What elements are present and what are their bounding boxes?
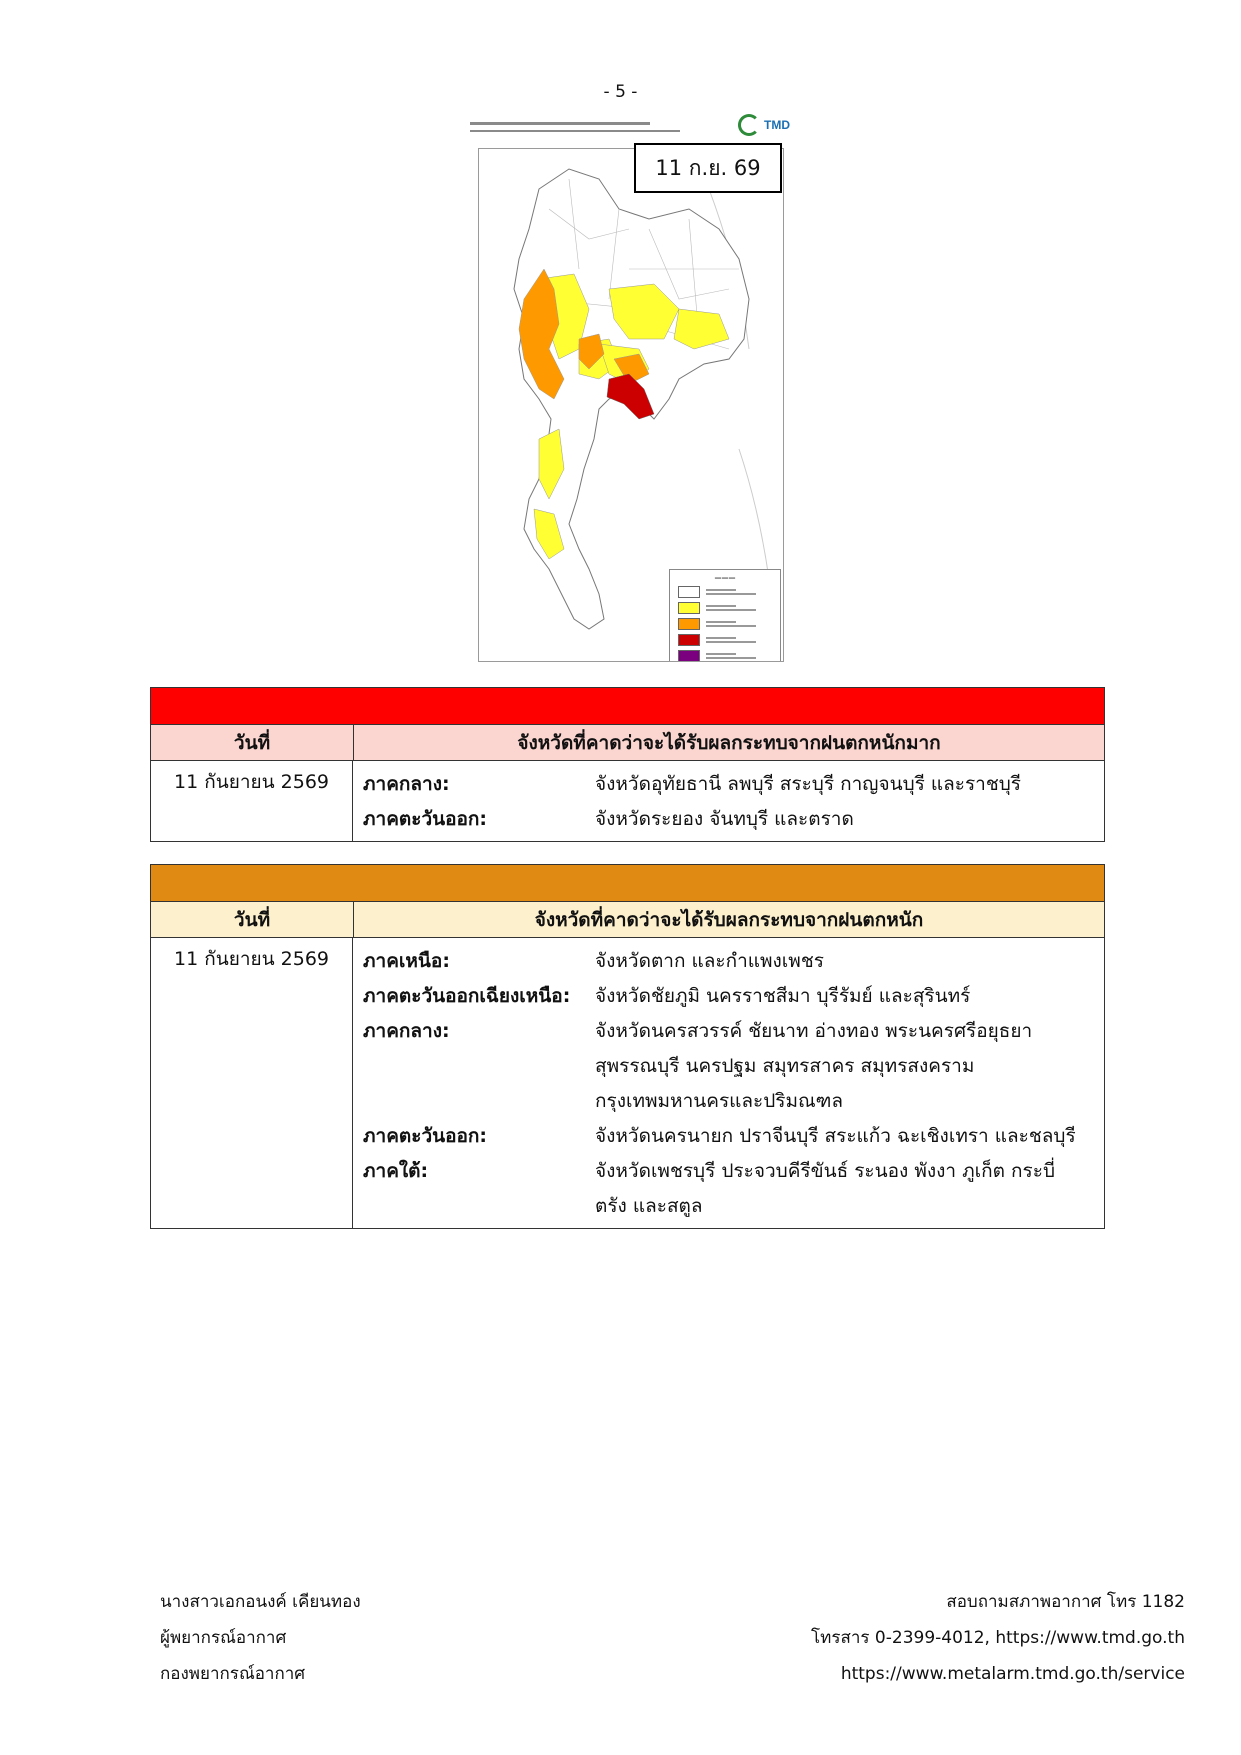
province-text: จังหวัดตาก และกำแพงเพชร (595, 950, 824, 972)
region-label: ภาคกลาง: (363, 773, 450, 795)
province-text: จังหวัดระยอง จันทบุรี และตราด (595, 808, 854, 830)
province-list (353, 761, 1104, 841)
legend-item-1 (678, 586, 780, 598)
map-legend (669, 569, 781, 662)
footer-author-block (160, 1584, 361, 1692)
contact-phone: สอบถามสภาพอากาศ โทร 1182 (946, 1592, 1185, 1612)
province-text: จังหวัดชัยภูมิ นครราชสีมา บุรีรัมย์ และสุรินทร์ (595, 985, 971, 1007)
tmd-logo: TMD (764, 118, 790, 132)
region-label (363, 1084, 595, 1119)
list-item (363, 944, 1104, 979)
map-date-label: 11 ก.ย. 69 (634, 143, 782, 193)
rainfall-forecast-map (470, 112, 790, 660)
region-label: ภาคกลาง: (363, 1020, 450, 1042)
list-item (363, 802, 1104, 837)
contact-service-link[interactable]: https://www.metalarm.tmd.go.th/service (840, 1664, 1185, 1684)
region-label: ภาคตะวันออกเฉียงเหนือ: (363, 985, 571, 1007)
legend-item-4 (678, 634, 780, 646)
severity-bar-red (151, 688, 1104, 725)
province-text: จังหวัดอุทัยธานี ลพบุรี สระบุรี กาญจนบุรี และราชบุรี (595, 773, 1022, 795)
list-item (363, 979, 1104, 1014)
province-text: จังหวัดเพชรบุรี ประจวบคีรีขันธ์ ระนอง พังงา ภูเก็ต กระบี่ (595, 1160, 1056, 1182)
thailand-map (478, 148, 784, 662)
list-item (363, 1084, 1104, 1119)
region-label: ภาคใต้: (363, 1160, 429, 1182)
province-column-header: จังหวัดที่คาดว่าจะได้รับผลกระทบจากฝนตกหนักมาก (517, 731, 941, 754)
footer-contact-block (811, 1584, 1185, 1692)
list-item (363, 1154, 1104, 1189)
province-text: สุพรรณบุรี นครปฐม สมุทรสาคร สมุทรสงคราม (595, 1055, 975, 1077)
date-column-header: วันที่ (151, 902, 354, 937)
province-text: จังหวัดนครสวรรค์ ชัยนาท อ่างทอง พระนครศรีอยุธยา (595, 1020, 1033, 1042)
date-column-header: วันที่ (151, 725, 354, 760)
province-column-header: จังหวัดที่คาดว่าจะได้รับผลกระทบจากฝนตกหนัก (534, 908, 924, 931)
author-name: นางสาวเอกอนงค์ เคียนทอง (160, 1592, 361, 1612)
map-header (470, 112, 790, 146)
forecast-date: 11 กันยายน 2569 (151, 938, 353, 1228)
region-label: ภาคเหนือ: (363, 950, 450, 972)
very-heavy-rain-table (150, 687, 1105, 842)
forecast-date: 11 กันยายน 2569 (151, 761, 353, 841)
legend-item-2 (678, 602, 780, 614)
province-text: จังหวัดนครนายก ปราจีนบุรี สระแก้ว ฉะเชิงเทรา และชลบุรี (595, 1125, 1076, 1147)
region-label (363, 1189, 595, 1224)
list-item (363, 1189, 1104, 1224)
list-item (363, 767, 1104, 802)
author-title: ผู้พยากรณ์อากาศ (160, 1628, 287, 1648)
table-body (151, 938, 1104, 1228)
region-label (363, 1049, 595, 1084)
legend-item-3 (678, 618, 780, 630)
region-label: ภาคตะวันออก: (363, 1125, 488, 1147)
province-list (353, 938, 1104, 1228)
list-item (363, 1049, 1104, 1084)
table-body (151, 761, 1104, 841)
table-header (151, 725, 1104, 761)
list-item (363, 1014, 1104, 1049)
legend-item-5 (678, 650, 780, 662)
province-text: ตรัง และสตูล (595, 1195, 703, 1217)
heavy-rain-table (150, 864, 1105, 1229)
contact-fax-website[interactable]: โทรสาร 0-2399-4012, https://www.tmd.go.th (811, 1628, 1185, 1648)
table-header (151, 902, 1104, 938)
page-number: - 5 - (603, 82, 638, 102)
legend-title: ——— (714, 574, 736, 582)
severity-bar-orange (151, 865, 1104, 902)
list-item (363, 1119, 1104, 1154)
region-label: ภาคตะวันออก: (363, 808, 488, 830)
agency-logo-icon (738, 114, 760, 136)
author-division: กองพยากรณ์อากาศ (160, 1664, 306, 1684)
province-text: กรุงเทพมหานครและปริมณฑล (595, 1090, 844, 1112)
